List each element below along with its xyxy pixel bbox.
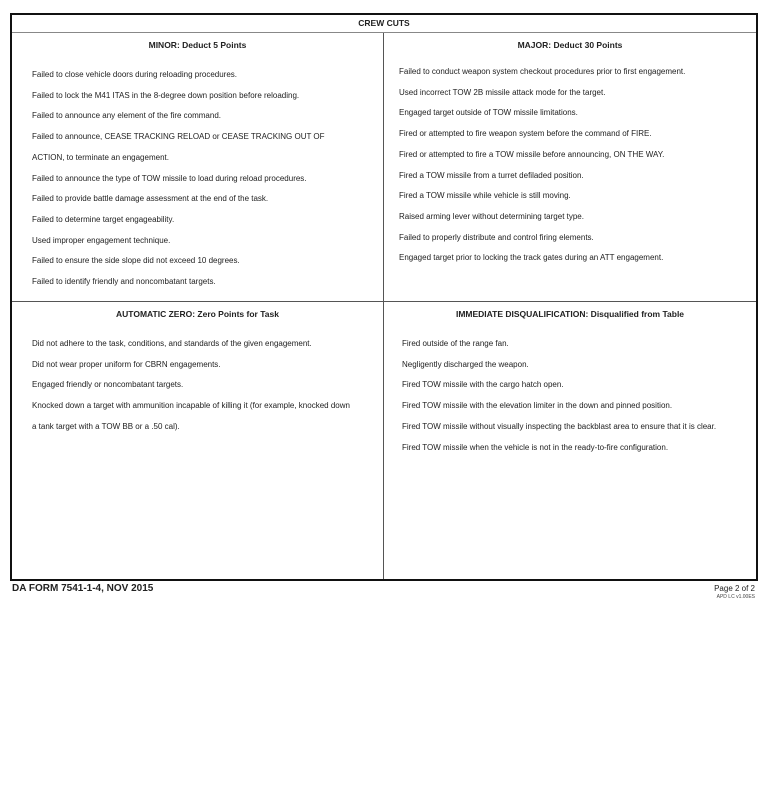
list-item: Failed to properly distribute and control firing elements. — [399, 232, 594, 242]
auto-zero-heading: AUTOMATIC ZERO: Zero Points for Task — [116, 309, 279, 319]
form-id: DA FORM 7541-1-4, NOV 2015 — [12, 583, 154, 594]
list-item: Failed to provide battle damage assessment at the end of the task. — [32, 194, 269, 204]
list-item: Negligently discharged the weapon. — [402, 359, 529, 369]
version: APD LC v1.00ES — [716, 594, 755, 600]
list-item: Failed to ensure the side slope did not exceed 10 degrees. — [32, 256, 240, 266]
major-list — [399, 62, 685, 269]
list-item: Did not adhere to the task, conditions, and standards of the given engagement. — [32, 339, 312, 348]
list-item: Used incorrect TOW 2B missile attack mode for the target. — [399, 87, 606, 97]
list-item: Raised arming lever without determining target type. — [399, 211, 584, 221]
list-item: ACTION, to terminate an engagement. — [32, 152, 169, 162]
list-item: Failed to identify friendly and noncombatant targets. — [32, 277, 216, 287]
list-item: Did not wear proper uniform for CBRN engagements. — [32, 359, 221, 369]
list-item: Fired outside of the range fan. — [402, 339, 509, 348]
list-item: Fired TOW missile when the vehicle is not in the ready-to-fire configuration. — [402, 442, 669, 452]
list-item: Fired TOW missile without visually inspecting the backblast area to ensure that it is clear. — [402, 421, 717, 431]
crew-cuts-form — [10, 13, 758, 581]
disqualification-section — [384, 302, 756, 579]
auto-zero-list — [32, 334, 350, 438]
major-section — [384, 33, 756, 301]
list-item: Engaged target prior to locking the track gates during an ATT engagement. — [399, 253, 664, 263]
list-item: Engaged friendly or noncombatant targets. — [32, 380, 184, 390]
major-heading: MAJOR: Deduct 30 Points — [517, 40, 623, 50]
list-item: Fired or attempted to fire a TOW missile before announcing, ON THE WAY. — [399, 149, 665, 159]
row-failures — [12, 302, 756, 579]
disqualification-heading: IMMEDIATE DISQUALIFICATION: Disqualified from Table — [455, 309, 685, 319]
list-item: Used improper engagement technique. — [32, 235, 171, 245]
list-item: Failed to announce any element of the fire command. — [32, 111, 221, 121]
list-item: Failed to close vehicle doors during reloading procedures. — [32, 70, 238, 79]
minor-list — [32, 65, 325, 293]
form-title: CREW CUTS — [12, 15, 756, 33]
minor-heading: MINOR: Deduct 5 Points — [148, 40, 247, 50]
disqualification-list — [402, 334, 716, 458]
auto-zero-section — [12, 302, 384, 579]
list-item: a tank target with a TOW BB or a .50 cal). — [32, 421, 180, 431]
list-item: Engaged target outside of TOW missile limitations. — [399, 108, 578, 118]
list-item: Fired a TOW missile from a turret defiladed position. — [399, 170, 584, 180]
minor-section — [12, 33, 384, 301]
list-item: Knocked down a target with ammunition incapable of killing it (for example, knocked down — [32, 401, 350, 411]
list-item: Failed to determine target engageability. — [32, 214, 175, 224]
page-info — [714, 584, 755, 600]
list-item: Failed to announce the type of TOW missile to load during reload procedures. — [32, 173, 307, 183]
list-item: Fired TOW missile with the elevation limiter in the down and pinned position. — [402, 401, 673, 411]
list-item: Failed to conduct weapon system checkout procedures prior to first engagement. — [399, 67, 686, 76]
row-deductions — [12, 33, 756, 302]
list-item: Fired or attempted to fire weapon system before the command of FIRE. — [399, 129, 652, 139]
list-item: Failed to lock the M41 ITAS in the 8-degree down position before reloading. — [32, 90, 300, 100]
list-item: Failed to announce, CEASE TRACKING RELOAD or CEASE TRACKING OUT OF — [32, 132, 325, 142]
list-item: Fired a TOW missile while vehicle is still moving. — [399, 191, 571, 201]
page-number: Page 2 of 2 — [714, 584, 755, 593]
list-item: Fired TOW missile with the cargo hatch open. — [402, 380, 564, 390]
